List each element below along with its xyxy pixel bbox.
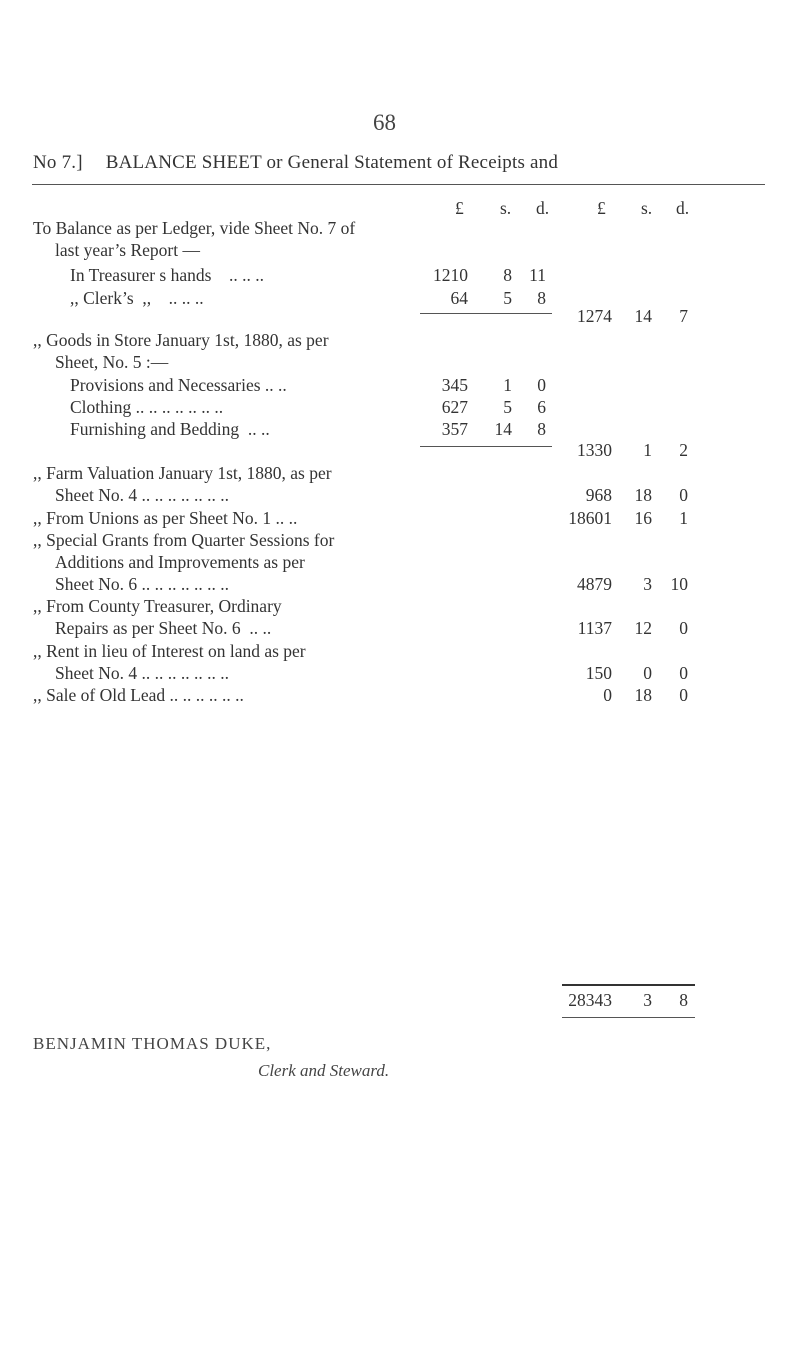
total-pence: 1: [679, 508, 688, 528]
grand-total-pence: 8: [679, 990, 688, 1010]
signatory-name: BENJAMIN THOMAS DUKE,: [33, 1034, 272, 1053]
row-label: To Balance as per Ledger, vide Sheet No. 7 of: [33, 218, 356, 238]
sub-shillings: 14: [494, 419, 512, 439]
total-shillings: 18: [634, 685, 652, 705]
grand-total-top-rule: [562, 984, 695, 986]
total-shillings: 14: [634, 306, 652, 326]
col-head-total-shillings: s.: [641, 198, 653, 218]
total-pounds: 1330: [577, 440, 612, 460]
header-rule: [32, 184, 765, 185]
col-head-total-pence: d.: [676, 198, 690, 218]
row-label: last year’s Report —: [55, 240, 200, 260]
total-shillings: 0: [643, 663, 652, 683]
sub-pence: 8: [537, 288, 546, 308]
row-label: Furnishing and Bedding .. ..: [70, 419, 270, 439]
row-label: Repairs as per Sheet No. 6 .. ..: [55, 618, 272, 638]
total-pounds: 18601: [568, 508, 612, 528]
sub-pence: 0: [537, 375, 546, 395]
row-label: ,, From Unions as per Sheet No. 1 .. ..: [33, 508, 298, 528]
page-header: [33, 152, 773, 174]
row-label: ,, Sale of Old Lead .. .. .. .. .. ..: [33, 685, 244, 705]
col-head-total-pounds: £: [597, 198, 606, 218]
row-label: Sheet No. 4 .. .. .. .. .. .. ..: [55, 485, 230, 505]
total-shillings: 3: [643, 574, 652, 594]
sub-pounds: 1210: [433, 265, 468, 285]
page-title: BALANCE SHEET or General Statement of Receipts and: [105, 152, 559, 173]
total-pence: 0: [679, 685, 688, 705]
total-pence: 7: [679, 306, 688, 326]
sheet-number: No 7.]: [33, 152, 83, 173]
total-pounds: 1137: [577, 618, 612, 638]
total-pence: 0: [679, 618, 688, 638]
subtotal-rule: [420, 313, 552, 314]
row-label: Provisions and Necessaries .. ..: [70, 375, 287, 395]
row-label: ,, Special Grants from Quarter Sessions for: [33, 530, 335, 550]
sub-shillings: 5: [503, 288, 512, 308]
total-pence: 0: [679, 485, 688, 505]
total-pounds: 0: [603, 685, 612, 705]
subtotal-rule: [420, 446, 552, 447]
row-label: Sheet No. 6 .. .. .. .. .. .. ..: [55, 574, 230, 594]
total-shillings: 18: [634, 485, 652, 505]
col-head-sub-pounds: £: [455, 198, 464, 218]
total-shillings: 1: [643, 440, 652, 460]
sub-pounds: 345: [441, 375, 468, 395]
row-label: ,, Farm Valuation January 1st, 1880, as per: [33, 463, 332, 483]
page-number: 68: [373, 110, 396, 135]
total-pence: 10: [670, 574, 688, 594]
total-shillings: 16: [634, 508, 652, 528]
sub-pounds: 357: [441, 419, 468, 439]
row-label: ,, Rent in lieu of Interest on land as per: [33, 641, 306, 661]
row-label: ,, From County Treasurer, Ordinary: [33, 596, 282, 616]
row-label: ,, Goods in Store January 1st, 1880, as per: [33, 330, 329, 350]
sub-pounds: 64: [450, 288, 468, 308]
sub-pence: 6: [537, 397, 546, 417]
grand-total-shillings: 3: [643, 990, 652, 1010]
total-pounds: 968: [585, 485, 612, 505]
sub-pounds: 627: [441, 397, 468, 417]
row-label: ,, Clerk’s ,, .. .. ..: [70, 288, 204, 308]
grand-total-bottom-rule: [562, 1017, 695, 1018]
row-label: Sheet, No. 5 :—: [55, 352, 169, 372]
total-pounds: 1274: [577, 306, 612, 326]
col-head-sub-shillings: s.: [500, 198, 512, 218]
total-shillings: 12: [634, 618, 652, 638]
col-head-sub-pence: d.: [536, 198, 550, 218]
sub-shillings: 1: [503, 375, 512, 395]
row-label: Additions and Improvements as per: [55, 552, 305, 572]
grand-total-pounds: 28343: [568, 990, 612, 1010]
total-pounds: 150: [585, 663, 612, 683]
row-label: Clothing .. .. .. .. .. .. ..: [70, 397, 224, 417]
signatory-title: Clerk and Steward.: [258, 1061, 390, 1080]
row-label: Sheet No. 4 .. .. .. .. .. .. ..: [55, 663, 230, 683]
total-pence: 0: [679, 663, 688, 683]
sub-shillings: 8: [503, 265, 512, 285]
total-pence: 2: [679, 440, 688, 460]
sub-pence: 8: [537, 419, 546, 439]
total-pounds: 4879: [577, 574, 612, 594]
sub-shillings: 5: [503, 397, 512, 417]
row-label: In Treasurer s hands .. .. ..: [70, 265, 264, 285]
sub-pence: 11: [529, 265, 546, 285]
